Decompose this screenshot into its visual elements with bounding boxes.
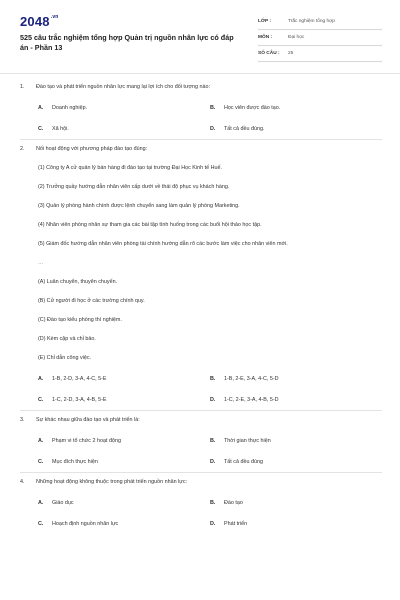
answer-option-d[interactable] bbox=[210, 521, 382, 528]
question-header bbox=[20, 84, 382, 91]
option-text: 1-C, 2-E, 3-A, 4-B, 5-D bbox=[224, 397, 279, 403]
option-text: Đào tạo bbox=[224, 500, 243, 506]
answer-option-b[interactable] bbox=[210, 438, 382, 445]
question-number: 2. bbox=[20, 146, 25, 152]
header-divider bbox=[0, 73, 400, 74]
meta-key: LỚP : bbox=[258, 19, 272, 24]
option-text: 1-B, 2-D, 3-A, 4-C, 5-E bbox=[52, 376, 107, 382]
answer-options bbox=[20, 424, 382, 466]
option-text: Tất cả đều đúng bbox=[224, 459, 263, 465]
matching-item-4: (4) Nhân viên phòng nhân sự tham gia các bài tập tình huống trong các buổi hội thảo học tập. bbox=[38, 222, 262, 228]
option-letter: C. bbox=[38, 126, 44, 132]
option-text: Hoạch định nguồn nhân lực bbox=[52, 521, 119, 527]
meta-row-count bbox=[258, 46, 382, 62]
answer-option-a[interactable] bbox=[38, 438, 210, 445]
method-item-d: (D) Kèm cặp và chỉ bảo. bbox=[38, 336, 96, 342]
answer-option-c[interactable] bbox=[38, 459, 210, 466]
question-text: Nối hoạt động với phương pháp đào tạo đúng: bbox=[36, 146, 148, 152]
meta-row-class bbox=[258, 14, 382, 30]
question-4 bbox=[20, 479, 382, 532]
answer-options bbox=[20, 362, 382, 404]
method-item-a: (A) Luân chuyển, thuyên chuyển. bbox=[38, 279, 118, 285]
option-letter: A. bbox=[38, 105, 44, 111]
option-letter: A. bbox=[38, 438, 44, 444]
question-header bbox=[20, 479, 382, 486]
meta-value: 25 bbox=[288, 51, 294, 56]
matching-item-1: (1) Công ty A cử quản lý bán hàng đi đào tạo tại trường Đại Học Kinh tế Huế. bbox=[38, 165, 222, 171]
option-letter: A. bbox=[38, 376, 44, 382]
option-letter: B. bbox=[210, 105, 216, 111]
matching-item-5: (5) Giám đốc hướng dẫn nhân viên phòng tài chính hướng dẫn rõ các bước làm việc cho nhân viên mới. bbox=[38, 241, 288, 247]
answer-option-a[interactable] bbox=[38, 376, 210, 383]
option-text: Tất cả đều đúng. bbox=[224, 126, 265, 132]
matching-separator: … bbox=[38, 260, 44, 266]
site-logo[interactable] bbox=[20, 14, 59, 29]
option-text: Mục đích thực hiện bbox=[52, 459, 98, 465]
question-number: 1. bbox=[20, 84, 25, 90]
option-text: 1-C, 2-D, 3-A, 4-B, 5-E bbox=[52, 397, 107, 403]
meta-row-subject bbox=[258, 30, 382, 46]
answer-options bbox=[20, 486, 382, 528]
option-letter: C. bbox=[38, 521, 44, 527]
answer-option-b[interactable] bbox=[210, 105, 382, 112]
question-text: Đào tạo và phát triển nguồn nhân lực mang lại lợi ích cho đối tượng nào: bbox=[36, 84, 211, 90]
option-text: Giáo dục bbox=[52, 500, 74, 506]
logo-tld: .vn bbox=[50, 14, 59, 20]
option-letter: C. bbox=[38, 397, 44, 403]
method-item-c: (C) Đào tạo kiểu phòng thí nghiệm. bbox=[38, 317, 122, 323]
option-letter: B. bbox=[210, 500, 216, 506]
method-item-b: (B) Cử người đi học ở các trường chính quy. bbox=[38, 298, 145, 304]
option-text: Doanh nghiệp. bbox=[52, 105, 88, 111]
question-header bbox=[20, 146, 382, 153]
logo-text: 2048 bbox=[20, 14, 50, 29]
answer-option-a[interactable] bbox=[38, 500, 210, 507]
document-title: 525 câu trắc nghiệm tổng hợp Quản trị nguồn nhân lực có đáp án - Phần 13 bbox=[20, 33, 234, 52]
meta-value: Trắc nghiệm tổng hợp bbox=[288, 19, 335, 24]
answer-option-a[interactable] bbox=[38, 105, 210, 112]
option-letter: B. bbox=[210, 438, 216, 444]
option-text: Phạm vi tổ chức 2 hoạt động bbox=[52, 438, 121, 444]
option-letter: D. bbox=[210, 126, 216, 132]
question-number: 3. bbox=[20, 417, 25, 423]
answer-option-b[interactable] bbox=[210, 376, 382, 383]
option-text: Phát triển bbox=[224, 521, 248, 527]
option-text: 1-B, 2-E, 3-A, 4-C, 5-D bbox=[224, 376, 279, 382]
document-header bbox=[20, 14, 382, 64]
matching-item-3: (3) Quản lý phòng hành chính được lệnh chuyển sang làm quản lý phòng Marketing. bbox=[38, 203, 240, 209]
answer-options bbox=[20, 91, 382, 133]
option-text: Học viên được đào tạo. bbox=[224, 105, 281, 111]
question-header bbox=[20, 417, 382, 424]
answer-option-d[interactable] bbox=[210, 397, 382, 404]
option-letter: B. bbox=[210, 376, 216, 382]
answer-option-c[interactable] bbox=[38, 397, 210, 404]
question-number: 4. bbox=[20, 479, 25, 485]
question-2 bbox=[20, 146, 382, 411]
option-text: Xã hội. bbox=[52, 126, 69, 132]
answer-option-c[interactable] bbox=[38, 126, 210, 133]
option-letter: C. bbox=[38, 459, 44, 465]
question-3 bbox=[20, 417, 382, 473]
option-letter: D. bbox=[210, 459, 216, 465]
answer-option-d[interactable] bbox=[210, 126, 382, 133]
matching-item-2: (2) Trưởng quầy hướng dẫn nhân viên cấp dưới về thái độ phục vụ khách hàng. bbox=[38, 184, 230, 190]
method-item-e: (E) Chỉ dẫn công việc. bbox=[38, 355, 92, 361]
option-letter: D. bbox=[210, 521, 216, 527]
question-text: Sự khác nhau giữa đào tạo và phát triển là: bbox=[36, 417, 140, 423]
answer-option-c[interactable] bbox=[38, 521, 210, 528]
meta-value: Đại học bbox=[288, 35, 305, 40]
question-1 bbox=[20, 84, 382, 140]
question-list bbox=[20, 78, 382, 532]
option-letter: A. bbox=[38, 500, 44, 506]
answer-option-b[interactable] bbox=[210, 500, 382, 507]
option-text: Thời gian thực hiện bbox=[224, 438, 271, 444]
answer-option-d[interactable] bbox=[210, 459, 382, 466]
meta-key: SỐ CÂU : bbox=[258, 51, 280, 56]
document-meta bbox=[258, 14, 382, 62]
meta-key: MÔN : bbox=[258, 35, 273, 40]
option-letter: D. bbox=[210, 397, 216, 403]
question-text: Những hoạt động không thuộc trong phát triển nguồn nhân lực: bbox=[36, 479, 188, 485]
